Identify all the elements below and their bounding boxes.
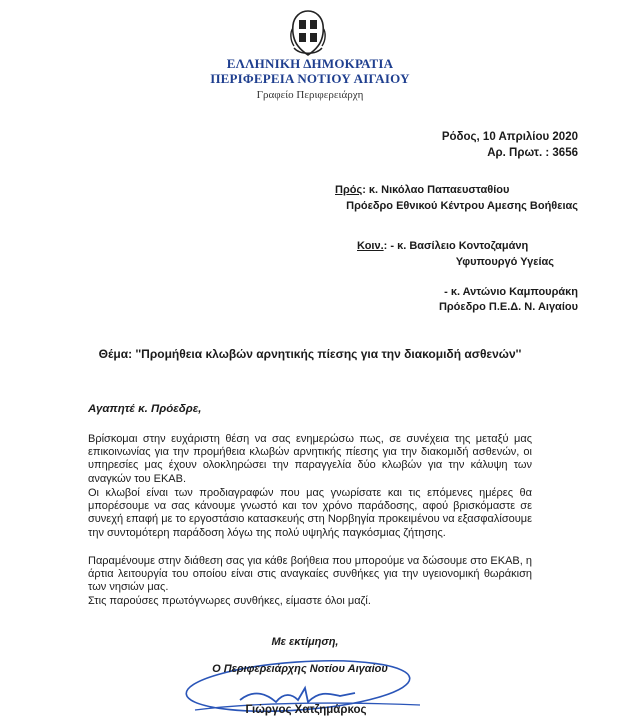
protocol-number: Αρ. Πρωτ. : 3656 (487, 147, 578, 159)
to-name: : κ. Νικόλαο Παπαευσταθίου (362, 184, 510, 196)
cc2-name: - κ. Αντώνιο Καμπουράκη (444, 286, 578, 298)
cc1-role: Υφυπουργό Υγείας (455, 256, 554, 268)
cc-line (357, 240, 528, 252)
cc2-role: Πρόεδρο Π.Ε.Δ. Ν. Αιγαίου (438, 301, 578, 313)
body-paragraph: Βρίσκομαι στην ευχάριστη θέση να σας ενημερώσω πως, σε συνέχεια της μεταξύ μας επικοινωνίας για την προμήθεια κλωβών αρνητικής πίεσης για την διακομιδή ασθενών, οι υπηρεσίες μας έχουν ολοκληρώσει την παραγγελία δύο κλωβών για την κάλυψη των αναγκών του ΕΚΑΒ. (88, 433, 532, 485)
to-line (335, 184, 509, 196)
signatory-name: Γιώργος Χατζημάρκος (245, 704, 367, 716)
header-republic: ΕΛΛΗΝΙΚΗ ΔΗΜΟΚΡΑΤΙΑ (226, 56, 394, 71)
body-paragraph: Παραμένουμε στην διάθεση σας για κάθε βοήθεια που μπορούμε να δώσουμε στο ΕΚΑΒ, η άρτια λειτουργία του οποίου είναι στις αναγκαίες συνθήκες για την υγειονομική θωράκιση των νησιών μας. (88, 555, 532, 594)
header-region: ΠΕΡΙΦΕΡΕΙΑ ΝΟΤΙΟΥ ΑΙΓΑΙΟΥ (210, 71, 410, 86)
greeting: Αγαπητέ κ. Πρόεδρε, (88, 403, 202, 415)
letter-date: Ρόδος, 10 Απριλίου 2020 (441, 131, 578, 143)
body-paragraph: Οι κλωβοί είναι των προδιαγραφών που μας γνωρίσατε και τις επόμενες ημέρες θα μπορέσουμε να σας κάνουμε γνωστό και τον χρόνο παράδοσης, αφού βρισκόμαστε σε συνεχή επαφή με το εργοστάσιο κατασκευής στη Νορβηγία προκειμένου να εξασφαλίσουμε την συντομότερη παράδοση λόγω της πολύ υψηλής παγκόσμιας ζήτησης. (88, 487, 532, 539)
cc-label: Κοιν. (357, 240, 384, 252)
closing-regards: Με εκτίμηση, (271, 636, 339, 648)
to-label: Πρός (335, 184, 363, 196)
to-role: Πρόεδρο Εθνικού Κέντρου Αμεσης Βοήθειας (346, 200, 578, 212)
body-paragraph: Στις παρούσες πρωτόγνωρες συνθήκες, είμαστε όλοι μαζί. (88, 595, 371, 607)
greek-coat-of-arms-icon (286, 8, 330, 58)
cc1-name: : - κ. Βασίλειο Κοντοζαμάνη (383, 240, 529, 252)
subject-line: Θέμα: ''Προμήθεια κλωβών αρνητικής πίεσης για την διακομιδή ασθενών'' (98, 347, 522, 361)
header-office: Γραφείο Περιφερειάρχη (256, 89, 364, 101)
signatory-title: Ο Περιφερειάρχης Νοτίου Αιγαίου (212, 663, 388, 675)
